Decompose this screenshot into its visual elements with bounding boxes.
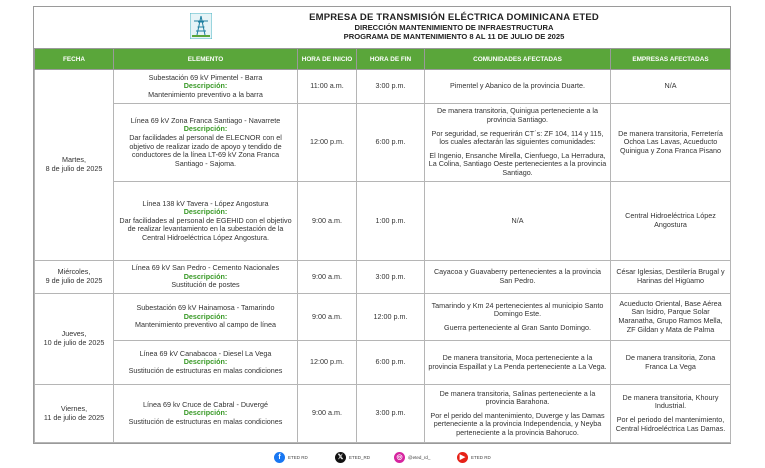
col-header-elemento: ELEMENTO [114, 49, 298, 70]
comunidades-cell [425, 261, 611, 294]
hora-inicio-cell: 9:00 a.m. [298, 294, 357, 341]
hora-inicio-cell: 9:00 a.m. [298, 182, 357, 261]
comunidad-text: N/A [511, 215, 524, 225]
elemento-cell [114, 341, 298, 385]
social-handle: ETED RD [288, 454, 308, 460]
eted-logo-icon [190, 13, 212, 39]
empresa-text: De manera transitoria, Khoury Industrial. [622, 392, 719, 411]
hora-fin-cell: 3:00 p.m. [357, 385, 425, 443]
company-title: EMPRESA DE TRANSMISIÓN ELÉCTRICA DOMINICANA ETED [309, 12, 599, 23]
elemento-cell [114, 385, 298, 443]
comunidad-text: Por seguridad, se requerirán CT´s: ZF 104, 114 y 115, los cuales afectarán las siguientes comunidades: [431, 128, 604, 147]
comunidad-text: De manera transitoria, Salinas perteneciente a la provincia Barahona. [439, 388, 596, 407]
comunidades-cell [425, 70, 611, 104]
elemento-cell [114, 70, 298, 104]
social-handle: ETED RD [471, 454, 491, 460]
hora-fin-cell: 3:00 p.m. [357, 261, 425, 294]
comunidad-text: El Ingenio, Ensanche Mirella, Cienfuego, La Herradura, La Colina, Santiago Oeste pertenecientes a la provincia Santiago. [428, 150, 607, 177]
elemento-cell [114, 182, 298, 261]
social-footer [0, 444, 765, 468]
elemento-title: Línea 138 kV Tavera - López Angostura [142, 198, 269, 208]
comunidades-cell [425, 341, 611, 385]
social-handle: ETED_RD [349, 454, 371, 460]
document-header [34, 7, 730, 48]
col-header-empresas: EMPRESAS AFECTADAS [611, 49, 731, 70]
hora-inicio-cell: 9:00 a.m. [298, 261, 357, 294]
empresa-text: César Iglesias, Destilería Brugal y Harinas del Higüamo [616, 267, 725, 285]
elemento-title: Subestación 69 kV Pimentel - Barra [148, 72, 263, 82]
table-header-row [35, 49, 731, 70]
elemento-title: Subestación 69 kV Hainamosa - Tamarindo [136, 303, 275, 313]
hora-inicio-cell: 11:00 a.m. [298, 70, 357, 104]
descripcion-text: Mantenimiento preventivo al campo de línea [134, 320, 277, 330]
social-handle: @eted_rd_ [408, 454, 431, 460]
empresa-text: De manera transitoria, Ferretería Ochoa Las Lavas, Acueducto Quinigua y Zona Franca Pisano [618, 128, 723, 155]
youtube-icon: ▶ [457, 452, 468, 463]
social-link-3[interactable] [457, 451, 491, 463]
empresa-text: Central Hidroeléctrica López Angostura [625, 211, 716, 229]
social-link-1[interactable] [335, 451, 370, 463]
table-row [35, 385, 731, 443]
col-header-hora-fin: HORA DE FIN [357, 49, 425, 70]
instagram-icon: ◎ [394, 452, 405, 463]
hora-fin-cell: 3:00 p.m. [357, 70, 425, 104]
comunidad-text: Cayacoa y Guavaberry pertenecientes a la provincia San Pedro. [433, 267, 601, 285]
fecha-cell: Jueves, 10 de julio de 2025 [35, 294, 114, 385]
descripcion-label: Descripción: [183, 124, 228, 134]
descripcion-label: Descripción: [183, 207, 228, 217]
elemento-cell [114, 261, 298, 294]
elemento-title: Línea 69 kV San Pedro - Cemento Nacionales [131, 263, 280, 273]
fecha-cell: Martes, 8 de julio de 2025 [35, 70, 114, 261]
empresa-text: Por el periodo del mantenimiento, Central Hidroeléctrica Las Damas. [615, 415, 726, 433]
direction-subtitle: DIRECCIÓN MANTENIMIENTO DE INFRAESTRUCTURA [354, 23, 554, 32]
table-row [35, 104, 731, 182]
program-subtitle: PROGRAMA DE MANTENIMIENTO 8 AL 11 DE JULIO DE 2025 [343, 32, 565, 41]
facebook-icon: f [274, 452, 285, 463]
empresas-cell [611, 294, 731, 341]
empresa-text: De manera transitoria, Zona Franca La Vega [625, 352, 716, 371]
descripcion-label: Descripción: [183, 311, 228, 321]
empresas-cell [611, 385, 731, 443]
x-icon: 𝕏 [335, 452, 346, 463]
empresas-cell [611, 341, 731, 385]
social-link-2[interactable] [394, 451, 430, 463]
comunidades-cell [425, 385, 611, 443]
descripcion-text: Sustitución de estructuras en malas condiciones [128, 416, 283, 426]
comunidad-text: Tamarindo y Km 24 pertenecientes al municipio Santo Domingo Este. [431, 300, 604, 319]
table-row [35, 294, 731, 341]
comunidad-text: Pimentel y Abanico de la provincia Duarte. [449, 81, 586, 91]
elemento-cell [114, 294, 298, 341]
descripcion-text: Sustitución de postes [171, 280, 240, 290]
hora-fin-cell: 12:00 p.m. [357, 294, 425, 341]
empresas-cell [611, 104, 731, 182]
comunidades-cell [425, 104, 611, 182]
comunidad-text: De manera transitoria, Moca perteneciente a la provincia Espaillat y La Penda perteneciente a La Vega. [428, 352, 607, 371]
empresas-cell [611, 70, 731, 104]
table-row [35, 182, 731, 261]
descripcion-label: Descripción: [183, 357, 228, 367]
comunidades-cell [425, 182, 611, 261]
maintenance-table [34, 48, 731, 443]
comunidades-cell [425, 294, 611, 341]
hora-inicio-cell: 12:00 p.m. [298, 104, 357, 182]
comunidad-text: Por el perido del mantenimiento, Duverge y las Damas perteneciente a la provincia Independencia, y Neyba perteneciente a la provincia Bahoruco. [430, 410, 605, 437]
elemento-title: Línea 69 kV Canabacoa - Diesel La Vega [139, 348, 272, 358]
empresas-cell [611, 182, 731, 261]
fecha-cell: Miércoles, 9 de julio de 2025 [35, 261, 114, 294]
empresa-text: N/A [664, 81, 677, 91]
elemento-title: Línea 69 kv Cruce de Cabral - Duvergé [142, 399, 269, 409]
col-header-hora-inicio: HORA DE INICIO [298, 49, 357, 70]
elemento-cell [114, 104, 298, 182]
empresas-cell [611, 261, 731, 294]
empresa-text: Acueducto Oriental, Base Aérea San Isidro, Parque Solar Maranatha, Grupo Ramos Mella, ZF Gildan y Mata de Palma [618, 298, 723, 334]
descripcion-label: Descripción: [183, 271, 228, 281]
hora-fin-cell: 6:00 p.m. [357, 341, 425, 385]
hora-fin-cell: 6:00 p.m. [357, 104, 425, 182]
descripcion-text: Sustitución de estructuras en malas condiciones [128, 365, 283, 375]
table-row [35, 70, 731, 104]
col-header-fecha: FECHA [35, 49, 114, 70]
descripcion-text: Mantenimiento preventivo a la barra [148, 89, 263, 99]
descripcion-label: Descripción: [183, 408, 228, 418]
descripcion-text: Dar facilidades al personal de EGEHID con el objetivo de realizar levantamiento en la subestación de la Central Hidroeléctrica López Angostura. [119, 215, 292, 242]
comunidad-text: De manera transitoria, Quinigua perteneciente a la provincia Santiago. [436, 106, 598, 125]
table-row [35, 341, 731, 385]
col-header-comunidades: COMUNIDADES AFECTADAS [425, 49, 611, 70]
elemento-title: Línea 69 kV Zona Franca Santiago - Navarrete [130, 115, 281, 125]
table-row [35, 261, 731, 294]
comunidad-text: Guerra perteneciente al Gran Santo Domingo. [443, 322, 592, 332]
hora-inicio-cell: 12:00 p.m. [298, 341, 357, 385]
social-link-0[interactable] [274, 451, 308, 463]
hora-inicio-cell: 9:00 a.m. [298, 385, 357, 443]
schedule-document [33, 6, 731, 444]
fecha-cell: Viernes, 11 de julio de 2025 [35, 385, 114, 443]
hora-fin-cell: 1:00 p.m. [357, 182, 425, 261]
descripcion-label: Descripción: [183, 81, 228, 91]
descripcion-text: Dar facilidades al personal de ELECNOR con el objetivo de realizar izado de apoyo y tendido de conductores de la línea LT-69 kV Zona Franca Santiago - Sajoma. [129, 132, 282, 168]
